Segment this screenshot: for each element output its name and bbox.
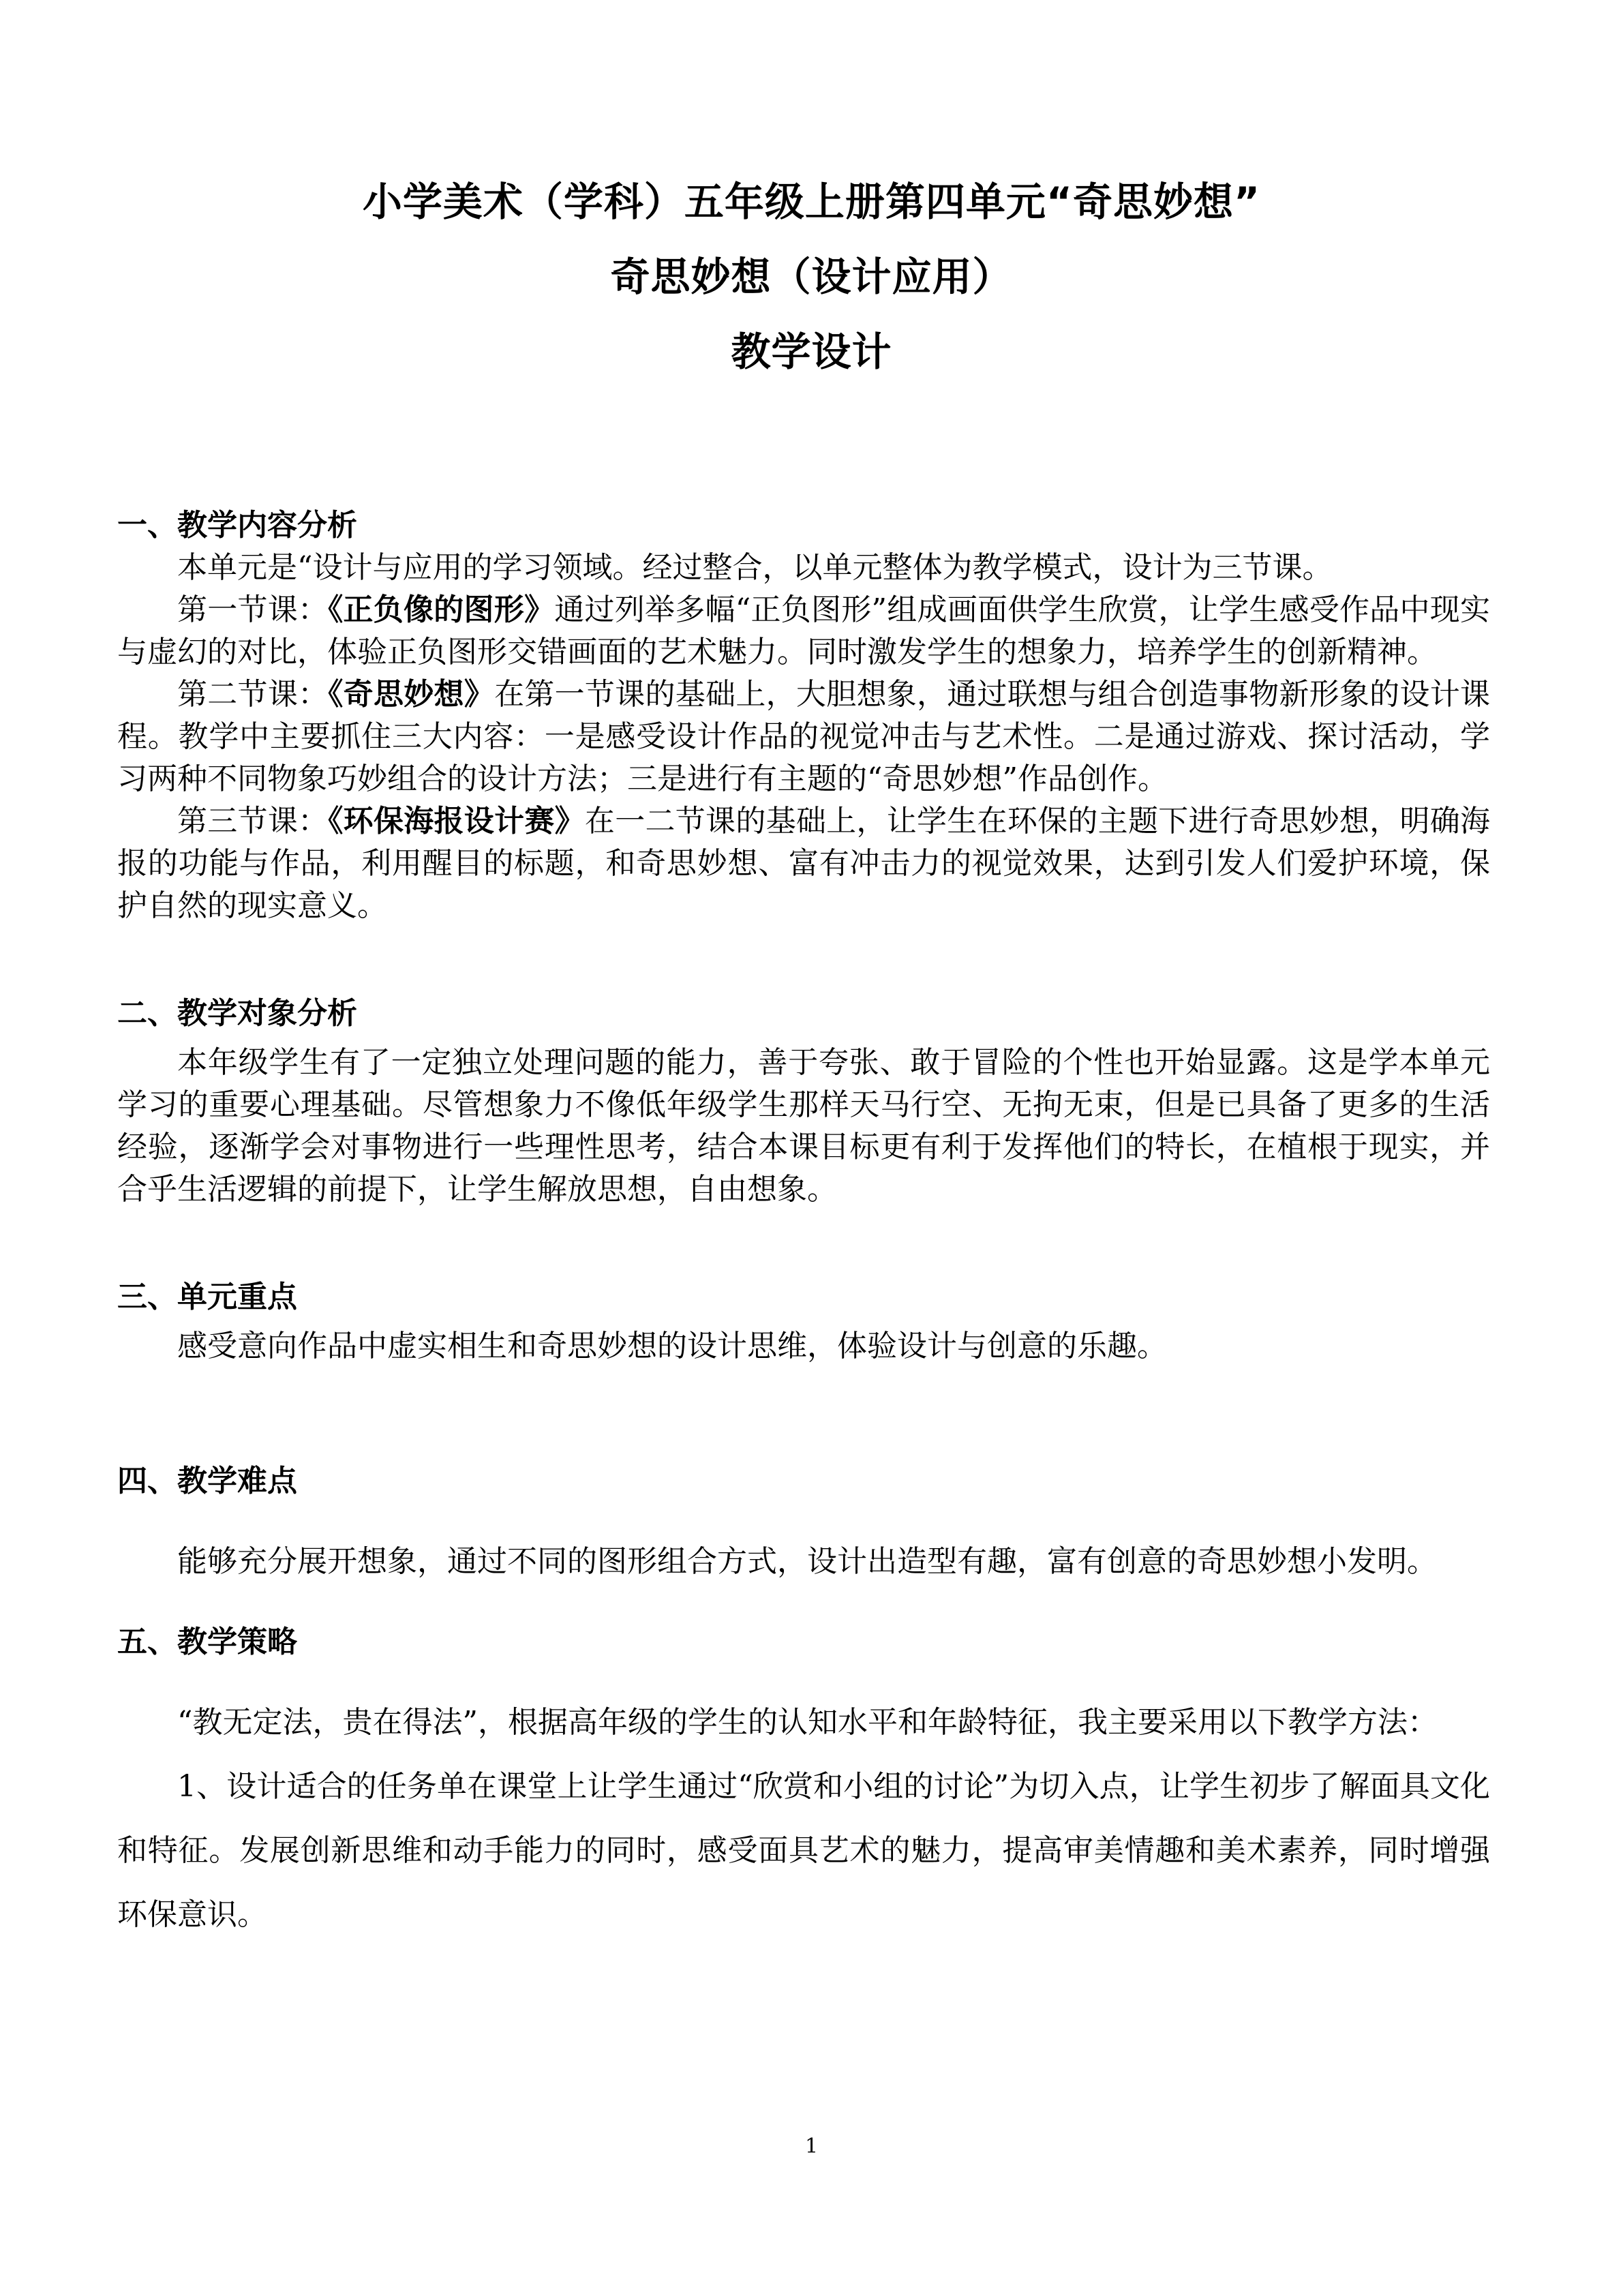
section-5-paragraph-2: 1、设计适合的任务单在课堂上让学生通过“欣赏和小组的讨论”为切入点，让学生初步了解面具文化和特征。发展创新思维和动手能力的同时，感受面具艺术的魅力，提高审美情趣和美术素养，同时增强环保意识。 xyxy=(117,1769,1490,1932)
lesson-2-body: 在第一节课的基础上，大胆想象，通过联想与组合创造事物新形象的设计课程。教学中主要抓住三大内容：一是感受设计作品的视觉冲击与艺术性。二是通过游戏、探讨活动，学习两种不同物象巧妙组合的设计方法；三是进行有主题的“奇思妙想”作品创作。 xyxy=(117,677,1491,796)
page-title-line-1: 小学美术（学科）五年级上册第四单元“奇思妙想” xyxy=(362,179,1261,225)
spacer-5a xyxy=(117,1663,1490,1691)
lesson-3-body: 在一二节课的基础上，让学生在环保的主题下进行奇思妙想，明确海报的功能与作品，利用醒目的标题，和奇思妙想、富有冲击力的视觉效果，达到引发人们爱护环境，保护自然的现实意义。 xyxy=(117,804,1491,923)
page-title-line-3: 教学设计 xyxy=(731,329,892,375)
document-title-block xyxy=(0,172,1623,382)
section-teaching-content-analysis xyxy=(117,504,1490,927)
spacer-3a xyxy=(117,1318,1490,1325)
spacer-3 xyxy=(117,1368,1490,1433)
section-heading-3: 三、单元重点 xyxy=(117,1280,297,1314)
section-heading-2: 二、教学对象分析 xyxy=(117,996,357,1031)
section-teaching-strategy xyxy=(117,1621,1490,1947)
spacer-1 xyxy=(117,927,1490,993)
section-student-analysis xyxy=(117,993,1490,1211)
section-2-paragraph-1: 本年级学生有了一定独立处理问题的能力，善于夸张、敢于冒险的个性也开始显露。这是学本单元学习的重要心理基础。尽管想象力不像低年级学生那样天马行空、无拘无束，但是已具备了更多的生活经验，逐渐学会对事物进行一些理性思考，结合本课目标更有利于发挥他们的特长，在植根于现实，并合乎生活逻辑的前提下，让学生解放思想，自由想象。 xyxy=(117,1045,1490,1207)
lesson-2-prefix: 第二节课： xyxy=(177,677,329,712)
spacer-2 xyxy=(117,1211,1490,1276)
section-teaching-difficulty xyxy=(117,1460,1490,1594)
section-3-paragraph-1: 感受意向作品中虚实相生和奇思妙想的设计思维，体验设计与创意的乐趣。 xyxy=(177,1329,1167,1363)
section-heading-1: 一、教学内容分析 xyxy=(117,508,357,543)
lesson-1-title: 《正负像的图形》 xyxy=(328,592,555,627)
spacer-3b xyxy=(117,1433,1490,1460)
section-1-paragraph-3 xyxy=(117,674,1490,800)
section-heading-4: 四、教学难点 xyxy=(117,1464,297,1498)
spacer-4 xyxy=(117,1594,1490,1621)
section-1-paragraph-4 xyxy=(117,800,1490,927)
lesson-1-body: 通过列举多幅“正负图形”组成画面供学生欣赏，让学生感受作品中现实与虚幻的对比，体验正负图形交错画面的艺术魅力。同时激发学生的想象力，培养学生的创新精神。 xyxy=(117,592,1490,669)
lesson-3-prefix: 第三节课： xyxy=(177,804,329,839)
lesson-1-prefix: 第一节课： xyxy=(177,592,329,627)
section-4-paragraph-1: 能够充分展开想象，通过不同的图形组合方式，设计出造型有趣，富有创意的奇思妙想小发明。 xyxy=(177,1544,1437,1579)
section-heading-5: 五、教学策略 xyxy=(117,1625,297,1659)
spacer-4a xyxy=(117,1502,1490,1530)
lesson-2-title: 《奇思妙想》 xyxy=(328,677,495,712)
section-unit-focus xyxy=(117,1276,1490,1368)
spacer-2a xyxy=(117,1035,1490,1042)
lesson-3-title: 《环保海报设计赛》 xyxy=(328,804,585,839)
document-body xyxy=(117,504,1490,1947)
section-1-paragraph-2 xyxy=(117,589,1490,674)
section-1-paragraph-1: 本单元是“设计与应用的学习领域。经过整合，以单元整体为教学模式，设计为三节课。 xyxy=(177,550,1333,585)
section-5-paragraph-1: “教无定法，贵在得法”，根据高年级的学生的认知水平和年龄特征，我主要采用以下教学方法： xyxy=(177,1705,1438,1740)
page-title-line-2: 奇思妙想（设计应用） xyxy=(610,254,1013,300)
page-number: 1 xyxy=(804,2134,819,2158)
